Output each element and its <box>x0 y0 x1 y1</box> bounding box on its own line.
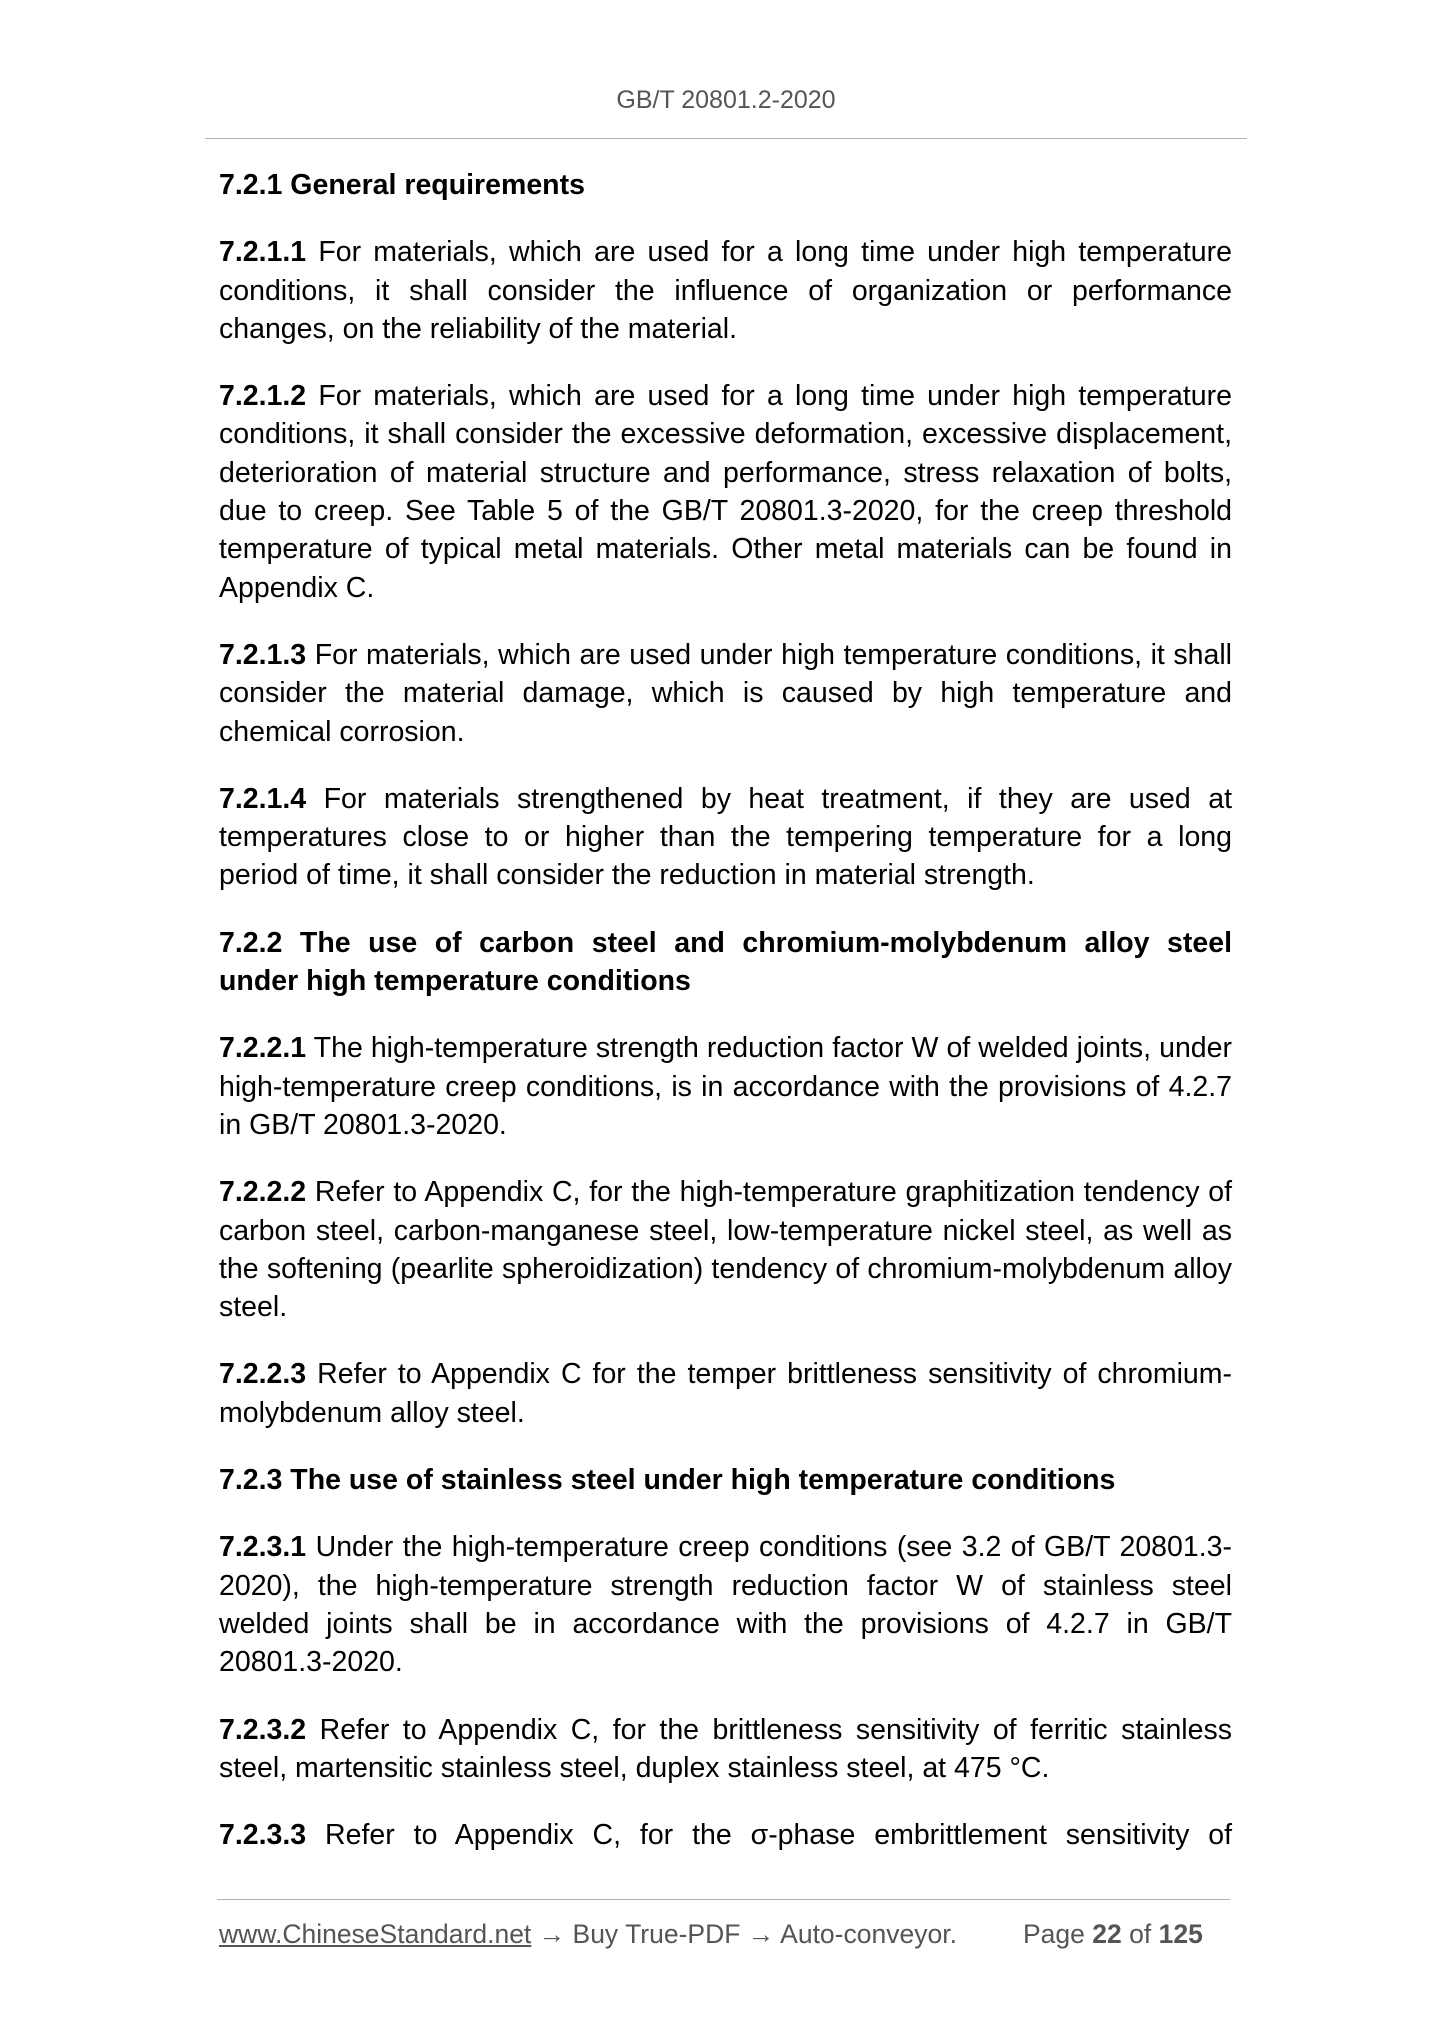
clause-7-2-2-1 <box>219 1029 1232 1144</box>
header-divider <box>205 138 1247 139</box>
clause-7-2-3-2 <box>219 1711 1232 1788</box>
clause-text: For materials, which are used for a long time under high temperature conditions, it shall consider the influence of organization or performance changes, on the reliability of the material. <box>219 236 1232 345</box>
page-label: Page <box>1023 1919 1085 1949</box>
clause-text: Refer to Appendix C, for the σ-phase embrittlement sensitivity of <box>306 1819 1232 1852</box>
section-heading-7-2-2: 7.2.2 The use of carbon steel and chromium-molybdenum alloy steel under high temperature conditions <box>219 926 1232 998</box>
clause-number: 7.2.1.1 <box>219 236 307 269</box>
clause-text: For materials strengthened by heat treatment, if they are used at temperatures close to or higher than the tempering temperature for a long period of time, it shall consider the reduction in material strength. <box>219 782 1232 892</box>
clause-7-2-1-4 <box>219 780 1232 895</box>
page-indicator <box>1023 1919 1203 1950</box>
clause-number: 7.2.1.2 <box>219 380 307 413</box>
clause-number: 7.2.2.3 <box>219 1358 307 1391</box>
clause-7-2-3-1 <box>219 1528 1232 1681</box>
clause-text: For materials, which are used under high temperature conditions, it shall consider the material damage, which is caused by high temperature and chemical corrosion. <box>219 638 1232 748</box>
clause-number: 7.2.3.2 <box>219 1713 307 1746</box>
section-heading-7-2-1: 7.2.1 General requirements <box>219 169 585 201</box>
clause-text: Refer to Appendix C, for the high-temperature graphitization tendency of carbon steel, carbon-manganese steel, low-temperature nickel steel, as well as the softening (pearlite spheroidization) tendency of chromium-molybdenum alloy steel. <box>219 1176 1232 1324</box>
clause-number: 7.2.3.3 <box>219 1819 307 1852</box>
clause-number: 7.2.2.1 <box>219 1032 307 1065</box>
clause-text: Refer to Appendix C, for the brittleness sensitivity of ferritic stainless steel, martensitic stainless steel, duplex stainless steel, at 475 °C. <box>219 1713 1232 1784</box>
clause-number: 7.2.1.3 <box>219 638 307 671</box>
of-label: of <box>1129 1919 1152 1949</box>
clause-7-2-1-3 <box>219 636 1232 751</box>
clause-7-2-2-2 <box>219 1173 1232 1326</box>
page-number: 22 <box>1092 1919 1122 1949</box>
website-link[interactable]: www.ChineseStandard.net <box>219 1919 532 1949</box>
clause-text: Refer to Appendix C for the temper brittleness sensitivity of chromium-molybdenum alloy steel. <box>219 1358 1232 1429</box>
clause-7-2-1-1 <box>219 233 1232 348</box>
clause-7-2-3-3 <box>219 1816 1232 1854</box>
clause-text: The high-temperature strength reduction factor W of welded joints, under high-temperature creep conditions, is in accordance with the provisions of 4.2.7 in GB/T 20801.3-2020. <box>219 1032 1232 1141</box>
clause-number: 7.2.2.2 <box>219 1176 307 1209</box>
clause-text: For materials, which are used for a long time under high temperature conditions, it shall consider the excessive deformation, excessive displacement, deterioration of material structure and performance, stress relaxation of bolts, due to creep. See Table 5 of the GB/T 20801.3-2020, for the creep threshold temperature of typical metal materials. Other metal materials can be found in Appendix C. <box>219 380 1232 604</box>
page-header: GB/T 20801.2-2020 <box>616 86 836 114</box>
footer-divider <box>217 1899 1230 1900</box>
page-footer <box>219 1919 1232 1950</box>
clause-text: Under the high-temperature creep conditions (see 3.2 of GB/T 20801.3-2020), the high-temperature strength reduction factor W of stainless steel welded joints shall be in accordance with the provisions of 4.2.7 in GB/T 20801.3-2020. <box>219 1531 1232 1679</box>
clause-7-2-2-3 <box>219 1355 1232 1432</box>
clause-7-2-1-2 <box>219 377 1232 607</box>
clause-number: 7.2.1.4 <box>219 782 307 815</box>
clause-number: 7.2.3.1 <box>219 1531 307 1564</box>
footer-trail: → Buy True-PDF → Auto-conveyor. <box>531 1919 957 1949</box>
page-total: 125 <box>1158 1919 1203 1949</box>
section-heading-7-2-3: 7.2.3 The use of stainless steel under high temperature conditions <box>219 1464 1116 1497</box>
document-body <box>219 166 1232 1854</box>
